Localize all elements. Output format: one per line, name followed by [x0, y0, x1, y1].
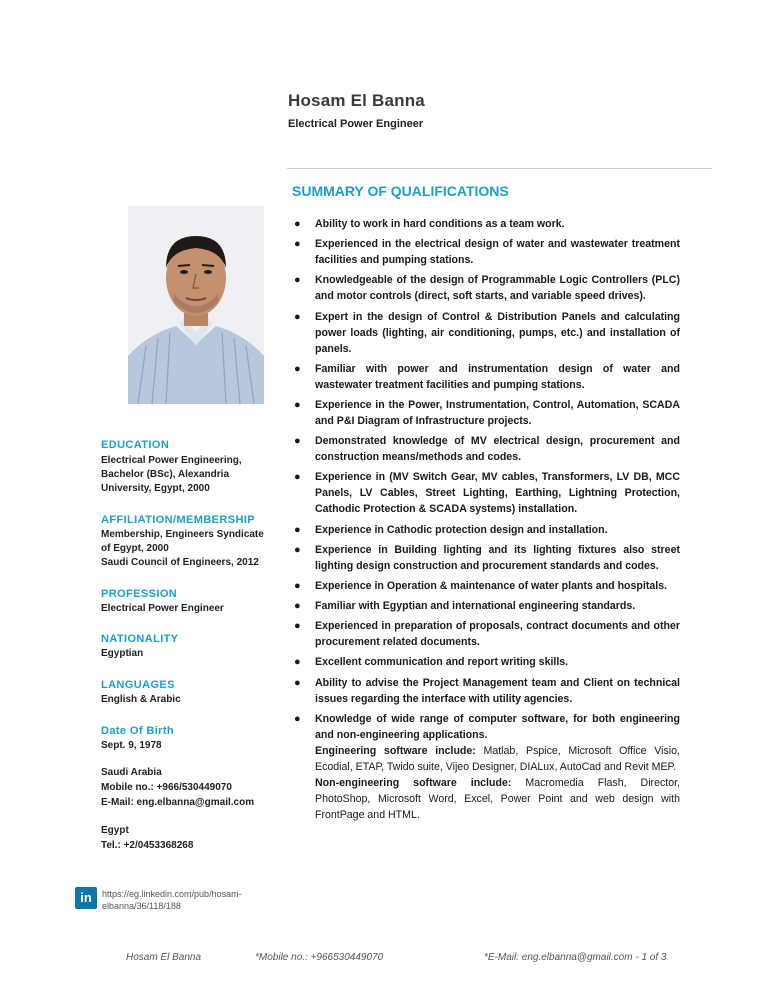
- education-heading: EDUCATION: [101, 439, 170, 451]
- bullet-icon: ●: [294, 218, 301, 230]
- profession-heading: PROFESSION: [101, 588, 178, 600]
- engineering-software-line: Engineering software include: Matlab, Pspice, Microsoft Office Visio, Ecodial, ETAP, Twido suite, Vijeo Designer, DIALux, AutoCad and Revit MEP.: [315, 744, 680, 773]
- bullet-icon: ●: [294, 471, 301, 484]
- list-item: ● Experience in the Power, Instrumentation, Control, Automation, SCADA and P&I Diagram of Infrastructure projects.: [294, 398, 680, 427]
- non-engineering-software-line: Non-engineering software include: Macromedia Flash, Director, PhotoShop, Microsoft Word, Excel, Power Point and web design with FrontPage and HTML.: [315, 776, 680, 821]
- list-item: ● Knowledgeable of the design of Programmable Logic Controllers (PLC) and motor controls (direct, soft starts, and variable speed drives).: [294, 274, 680, 303]
- bullet-icon: ●: [294, 523, 301, 536]
- profession-text: Electrical Power Engineer: [101, 603, 224, 614]
- bullet-icon: ●: [294, 579, 301, 592]
- bullet-icon: ●: [294, 712, 301, 725]
- page-title: Hosam El Banna: [288, 91, 425, 110]
- footer-email: *E-Mail: eng.elbanna@gmail.com - 1 of 3: [484, 952, 667, 963]
- dob-heading: Date Of Birth: [101, 725, 175, 737]
- affiliation-heading: AFFILIATION/MEMBERSHIP: [101, 514, 256, 526]
- list-item-software: ● Knowledge of wide range of computer software, for both engineering and non-engineering applications. Engineering software include: Matlab, Pspice, Microsoft Office Visio, Ecodial, ETAP, Twido suite, Vijeo Designer, DIALux, AutoCad and Revit MEP. Non-engineering software include: Macromedia Flash, Director, PhotoShop, Microsoft Word, Excel, Power Point and web design with FrontPage and HTML.: [294, 712, 680, 821]
- bullet-icon: ●: [294, 398, 301, 411]
- qualifications-list: [292, 216, 680, 827]
- bullet-icon: ●: [294, 362, 301, 375]
- footer-name: Hosam El Banna: [126, 952, 202, 963]
- bullet-icon: ●: [294, 600, 301, 613]
- list-item: ● Experience in Operation & maintenance of water plants and hospitals.: [294, 579, 668, 592]
- education-text: Electrical Power Engineering, Bachelor (BSc), Alexandria University, Egypt, 2000: [101, 455, 242, 494]
- saudi-mobile: Mobile no.: +966/530449070: [101, 782, 232, 793]
- email-text: E-Mail: eng.elbanna@gmail.com: [101, 797, 255, 808]
- nationality-text: Egyptian: [101, 648, 144, 659]
- list-item: ● Experience in Building lighting and its lighting fixtures also street lighting design construction and procurement standards and codes.: [294, 543, 680, 572]
- list-item: ● Familiar with Egyptian and international engineering standards.: [294, 600, 636, 613]
- list-item: ● Experience in Cathodic protection design and installation.: [294, 523, 608, 536]
- nationality-heading: NATIONALITY: [101, 633, 179, 645]
- saudi-label: Saudi Arabia: [101, 767, 162, 778]
- bullet-icon: ●: [294, 274, 301, 287]
- list-item: ● Demonstrated knowledge of MV electrical design, procurement and construction means/methods and codes.: [294, 435, 680, 464]
- bullet-icon: ●: [294, 435, 301, 448]
- bullet-icon: ●: [294, 310, 301, 323]
- list-item: ● Ability to work in hard conditions as a team work.: [294, 218, 565, 230]
- summary-heading: SUMMARY OF QUALIFICATIONS: [292, 183, 509, 199]
- list-item: ● Familiar with power and instrumentation design of water and wastewater treatment facilities and pumping stations.: [294, 362, 680, 391]
- linkedin-link[interactable]: https://eg.linkedin.com/pub/hosam-elbanna/36/118/188: [102, 889, 242, 911]
- linkedin-icon[interactable]: in: [75, 887, 97, 909]
- affiliation-text-1: Membership, Engineers Syndicate of Egypt, 2000: [101, 529, 264, 554]
- dob-text: Sept. 9, 1978: [101, 740, 162, 751]
- list-item: ● Experienced in preparation of proposals, contract documents and other procurement related documents.: [294, 620, 680, 649]
- egypt-label: Egypt: [101, 825, 129, 836]
- list-item: ● Expert in the design of Control & Distribution Panels and calculating power loads (lighting, air conditioning, pumps, etc.) and installation of panels.: [294, 310, 680, 355]
- footer-mobile: *Mobile no.: +966530449070: [255, 952, 384, 963]
- list-item: ● Ability to advise the Project Management team and Client on technical issues regarding the interface with utility agencies.: [294, 676, 680, 705]
- list-item: ● Excellent communication and report writing skills.: [294, 656, 569, 669]
- bullet-icon: ●: [294, 543, 301, 556]
- list-item: ● Experienced in the electrical design of water and wastewater treatment facilities and pumping stations.: [294, 238, 680, 267]
- bullet-icon: ●: [294, 676, 301, 689]
- affiliation-text-2: Saudi Council of Engineers, 2012: [101, 557, 259, 568]
- profile-photo: [128, 206, 264, 404]
- languages-heading: LANGUAGES: [101, 679, 175, 691]
- job-title: Electrical Power Engineer: [288, 118, 424, 130]
- header-divider: [287, 168, 712, 169]
- list-item: ● Experience in (MV Switch Gear, MV cables, Transformers, LV DB, MCC Panels, LV Cables, Street Lighting, Earthing, Lightning Protection, Cathodic Protection & SCADA systems) installation.: [294, 471, 680, 516]
- egypt-tel: Tel.: +2/0453368268: [101, 840, 194, 851]
- bullet-icon: ●: [294, 656, 301, 669]
- languages-text: English & Arabic: [101, 694, 181, 705]
- bullet-icon: ●: [294, 620, 301, 633]
- bullet-icon: ●: [294, 238, 301, 251]
